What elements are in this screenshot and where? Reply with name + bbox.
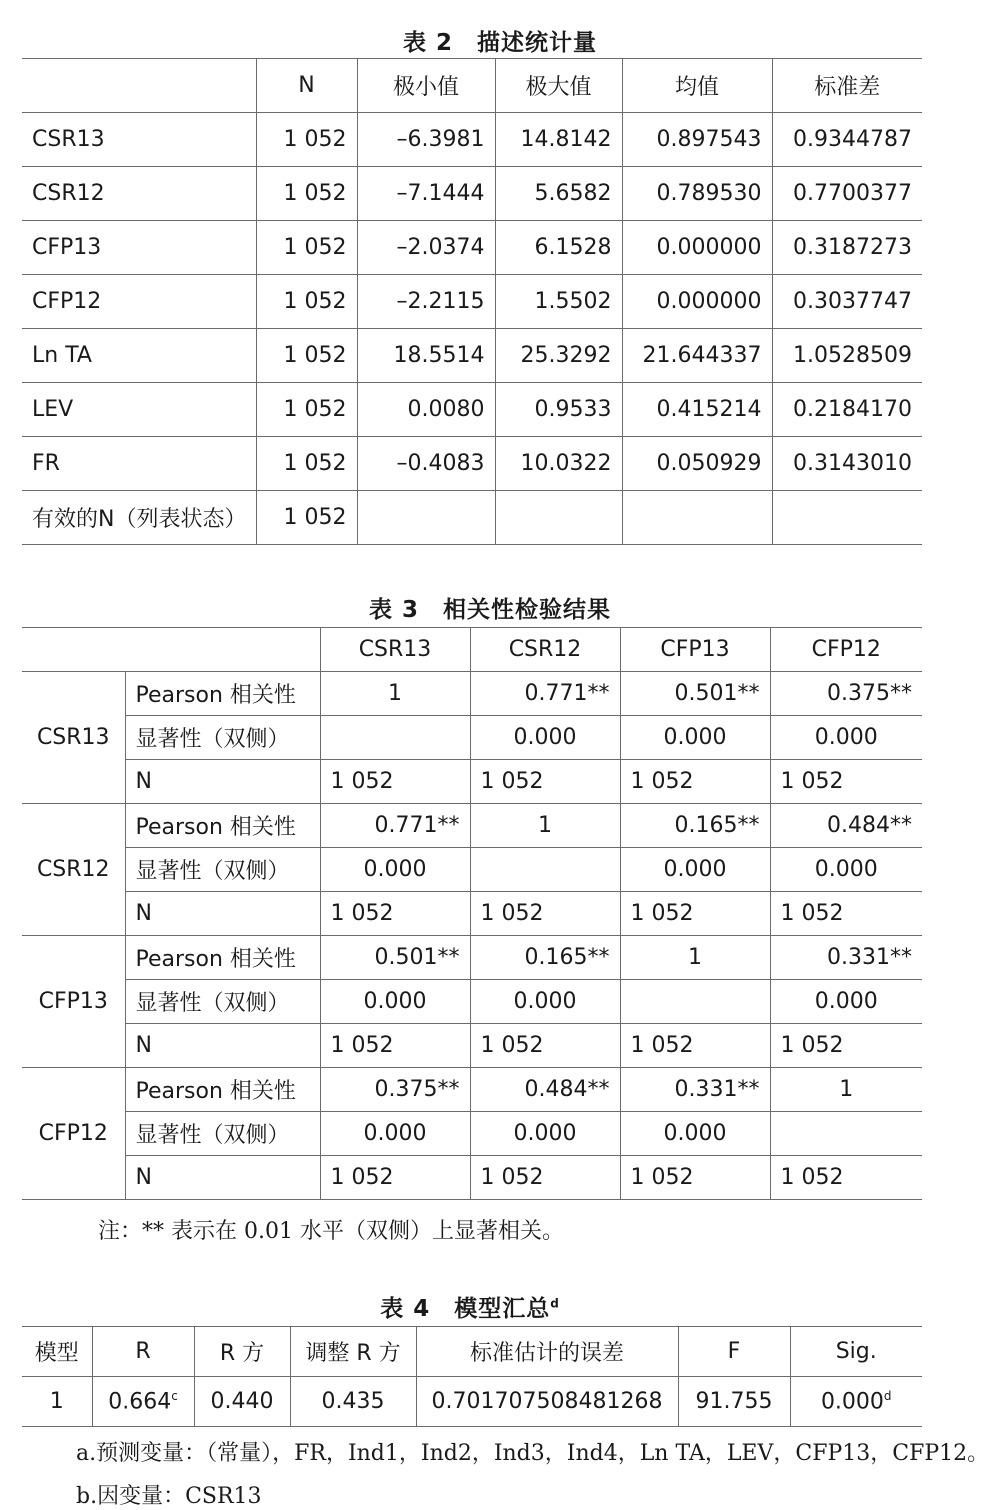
table4-header-cell: F xyxy=(678,1327,790,1377)
group-variable-name: CFP12 xyxy=(22,1068,125,1200)
table3-corner-cell xyxy=(22,628,320,672)
table-cell: 21.644337 xyxy=(622,329,772,383)
r-superscript: c xyxy=(171,1388,178,1403)
variable-name: Ln TA xyxy=(22,329,256,383)
table-row xyxy=(22,760,922,804)
table-cell: 6.1528 xyxy=(495,221,622,275)
group-variable-name: CSR12 xyxy=(22,804,125,936)
table-cell: 18.5514 xyxy=(357,329,495,383)
table4-header-cell: Sig. xyxy=(790,1327,922,1377)
sig-value: 0.000 xyxy=(820,1389,884,1415)
table2-header-cell: 均值 xyxy=(622,59,772,113)
table-cell: 0.000 xyxy=(770,848,922,892)
row-label: 显著性（双侧） xyxy=(125,848,320,892)
table-cell: –2.2115 xyxy=(357,275,495,329)
descriptive-statistics-table xyxy=(22,58,922,545)
table-cell: 0.771** xyxy=(320,804,470,848)
table-row xyxy=(22,716,922,760)
table-cell: 0.050929 xyxy=(622,437,772,491)
table-cell: 0.375** xyxy=(320,1068,470,1112)
table-cell: 1 052 xyxy=(770,892,922,936)
table-row xyxy=(22,329,922,383)
table-cell: 1 052 xyxy=(770,760,922,804)
row-label: 显著性（双侧） xyxy=(125,1112,320,1156)
row-label: 显著性（双侧） xyxy=(125,980,320,1024)
table-row xyxy=(22,113,922,167)
table2-header-cell: 标准差 xyxy=(772,59,922,113)
table3-title: 表 3 相关性检验结果 xyxy=(368,597,611,623)
variable-name: CSR13 xyxy=(22,113,256,167)
table-cell: –6.3981 xyxy=(357,113,495,167)
table2-header-row xyxy=(22,59,922,113)
table4-note-b: b.因变量：CSR13 xyxy=(76,1484,262,1509)
table-row xyxy=(22,437,922,491)
std-error-cell: 0.701707508481268 xyxy=(416,1377,678,1427)
table4-title-text: 表 4 模型汇总 xyxy=(380,1296,551,1322)
table-row xyxy=(22,275,922,329)
table-cell: 0.789530 xyxy=(622,167,772,221)
table-cell: 1 052 xyxy=(770,1024,922,1068)
table-cell: 0.000000 xyxy=(622,275,772,329)
table4-header-cell: 标准估计的误差 xyxy=(416,1327,678,1377)
table-cell xyxy=(620,980,770,1024)
table-cell: 0.000 xyxy=(470,716,620,760)
table-cell: –0.4083 xyxy=(357,437,495,491)
table2-header-cell: 极大值 xyxy=(495,59,622,113)
table-cell: 1 052 xyxy=(256,437,357,491)
table3-header-cell: CSR12 xyxy=(470,628,620,672)
table-cell: 0.2184170 xyxy=(772,383,922,437)
table3-note: 注：** 表示在 0.01 水平（双侧）上显著相关。 xyxy=(98,1219,564,1244)
table-cell: 0.3143010 xyxy=(772,437,922,491)
table-row xyxy=(22,1068,922,1112)
table-cell: 1.0528509 xyxy=(772,329,922,383)
table-row xyxy=(22,980,922,1024)
model-cell: 1 xyxy=(22,1377,92,1427)
r-value: 0.664 xyxy=(108,1389,172,1415)
table-cell: –7.1444 xyxy=(357,167,495,221)
table-cell xyxy=(622,491,772,545)
table-cell: 1 052 xyxy=(620,892,770,936)
table3-header-cell: CSR13 xyxy=(320,628,470,672)
f-cell: 91.755 xyxy=(678,1377,790,1427)
correlation-table xyxy=(22,627,922,1200)
table-cell: 25.3292 xyxy=(495,329,622,383)
table-cell: 0.000 xyxy=(320,1112,470,1156)
table-cell: 1 052 xyxy=(470,1024,620,1068)
table-cell: 0.9533 xyxy=(495,383,622,437)
table-row xyxy=(22,1024,922,1068)
table-cell: 1 052 xyxy=(620,1156,770,1200)
table-cell: 0.000 xyxy=(470,1112,620,1156)
sig-cell xyxy=(790,1377,922,1427)
table4-header-cell: 调整 R 方 xyxy=(290,1327,416,1377)
table-cell: 0.000 xyxy=(620,848,770,892)
table-cell: 1 052 xyxy=(256,167,357,221)
variable-name: FR xyxy=(22,437,256,491)
row-label: Pearson 相关性 xyxy=(125,672,320,716)
table-cell: 10.0322 xyxy=(495,437,622,491)
table-cell: 0.000 xyxy=(770,716,922,760)
variable-name: CSR12 xyxy=(22,167,256,221)
row-label: Pearson 相关性 xyxy=(125,804,320,848)
row-label: N xyxy=(125,1156,320,1200)
table-cell: 0.484** xyxy=(470,1068,620,1112)
table-cell: 1 052 xyxy=(470,1156,620,1200)
table-row xyxy=(22,167,922,221)
table3-header-row xyxy=(22,628,922,672)
table-cell: 1 xyxy=(770,1068,922,1112)
table-cell: 0.165** xyxy=(620,804,770,848)
table-cell: 1 052 xyxy=(320,1024,470,1068)
table-cell: 1 xyxy=(620,936,770,980)
table4-header-cell: 模型 xyxy=(22,1327,92,1377)
table3-header-cell: CFP12 xyxy=(770,628,922,672)
table-row xyxy=(22,1377,922,1427)
table-cell: 1 052 xyxy=(320,760,470,804)
table-cell: 0.331** xyxy=(770,936,922,980)
table-row xyxy=(22,892,922,936)
table-cell: 0.000 xyxy=(770,980,922,1024)
table-row xyxy=(22,848,922,892)
table-cell: 1.5502 xyxy=(495,275,622,329)
variable-name: 有效的N（列表状态） xyxy=(22,491,256,545)
table-cell: 0.000 xyxy=(320,980,470,1024)
table3-header-cell: CFP13 xyxy=(620,628,770,672)
table-cell: 0.484** xyxy=(770,804,922,848)
table-cell: 1 052 xyxy=(320,1156,470,1200)
table-cell: 1 052 xyxy=(770,1156,922,1200)
table-row xyxy=(22,936,922,980)
row-label: N xyxy=(125,1024,320,1068)
table-cell xyxy=(470,848,620,892)
table-row xyxy=(22,672,922,716)
table4-note-a: a.预测变量：（常量），FR，Ind1，Ind2，Ind3，Ind4，Ln TA，LEV，CFP13，CFP12。 xyxy=(76,1441,990,1466)
variable-name: CFP12 xyxy=(22,275,256,329)
table-cell xyxy=(770,1112,922,1156)
table-cell: 1 xyxy=(320,672,470,716)
table2-title: 表 2 描述统计量 xyxy=(402,30,597,56)
table-cell: 1 052 xyxy=(470,760,620,804)
row-label: 显著性（双侧） xyxy=(125,716,320,760)
table-cell: 0.501** xyxy=(320,936,470,980)
row-label: N xyxy=(125,892,320,936)
sig-superscript: d xyxy=(883,1388,892,1403)
table-cell: 1 052 xyxy=(470,892,620,936)
table-cell: 0.000 xyxy=(620,716,770,760)
table-row xyxy=(22,221,922,275)
table-cell: 0.897543 xyxy=(622,113,772,167)
table-cell: 0.3187273 xyxy=(772,221,922,275)
table-cell: 1 052 xyxy=(256,113,357,167)
table-cell: 1 052 xyxy=(256,383,357,437)
table-cell: 1 052 xyxy=(256,275,357,329)
table-cell: 0.165** xyxy=(470,936,620,980)
table-cell: 1 052 xyxy=(256,221,357,275)
table-cell xyxy=(357,491,495,545)
row-label: Pearson 相关性 xyxy=(125,936,320,980)
table-cell: 0.501** xyxy=(620,672,770,716)
group-variable-name: CFP13 xyxy=(22,936,125,1068)
adj-r2-cell: 0.435 xyxy=(290,1377,416,1427)
table-cell: –2.0374 xyxy=(357,221,495,275)
table-cell: 0.000000 xyxy=(622,221,772,275)
table-row xyxy=(22,804,922,848)
table2-header-cell xyxy=(22,59,256,113)
model-summary-table xyxy=(22,1326,922,1427)
r-cell xyxy=(92,1377,194,1427)
table-cell: 0.3037747 xyxy=(772,275,922,329)
table-cell: 0.0080 xyxy=(357,383,495,437)
table-cell: 0.000 xyxy=(470,980,620,1024)
table-cell: 1 xyxy=(470,804,620,848)
r2-cell: 0.440 xyxy=(194,1377,290,1427)
table-cell: 0.375** xyxy=(770,672,922,716)
table-cell: 5.6582 xyxy=(495,167,622,221)
table4-title xyxy=(0,1290,970,1323)
group-variable-name: CSR13 xyxy=(22,672,125,804)
table2-header-cell: 极小值 xyxy=(357,59,495,113)
table-cell xyxy=(772,491,922,545)
table-cell: 1 052 xyxy=(620,760,770,804)
table-cell: 0.000 xyxy=(620,1112,770,1156)
table-row xyxy=(22,1112,922,1156)
table4-header-row xyxy=(22,1327,922,1377)
table-cell xyxy=(320,716,470,760)
table4-title-superscript: d xyxy=(550,1296,560,1311)
row-label: N xyxy=(125,760,320,804)
table-cell: 1 052 xyxy=(620,1024,770,1068)
table4-header-cell: R xyxy=(92,1327,194,1377)
variable-name: LEV xyxy=(22,383,256,437)
table-cell: 14.8142 xyxy=(495,113,622,167)
table-cell: 0.771** xyxy=(470,672,620,716)
row-label: Pearson 相关性 xyxy=(125,1068,320,1112)
table2-header-cell: N xyxy=(256,59,357,113)
table-cell: 0.415214 xyxy=(622,383,772,437)
table-cell: 0.9344787 xyxy=(772,113,922,167)
table-cell xyxy=(495,491,622,545)
table-cell: 0.331** xyxy=(620,1068,770,1112)
table-cell: 1 052 xyxy=(256,491,357,545)
variable-name: CFP13 xyxy=(22,221,256,275)
table-cell: 0.7700377 xyxy=(772,167,922,221)
table-cell: 1 052 xyxy=(256,329,357,383)
table-cell: 1 052 xyxy=(320,892,470,936)
table-cell: 0.000 xyxy=(320,848,470,892)
table-row xyxy=(22,491,922,545)
table-row xyxy=(22,383,922,437)
table-row xyxy=(22,1156,922,1200)
table4-header-cell: R 方 xyxy=(194,1327,290,1377)
